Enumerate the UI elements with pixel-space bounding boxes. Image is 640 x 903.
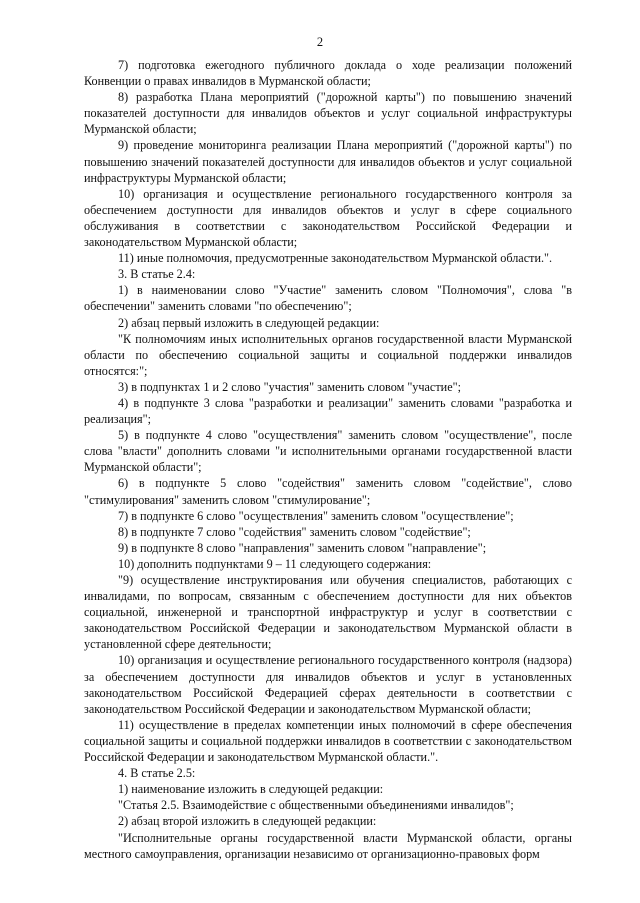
paragraph-item-10: 10) организация и осуществление регионального государственного контроля за обеспечением доступности для инвалидов объектов и услуг в сфере социального обслуживания в соответствии с законодательством Российской Федерации и законодательством Мурманской области; xyxy=(84,186,572,250)
section-heading-article-2-4: 3. В статье 2.4: xyxy=(118,267,196,282)
new-subitem-10: 10) организация и осуществление регионального государственного контроля (надзора) за обеспечением доступности для инвалидов объектов и услуг в установленных законодательством Российской Федерацией сферах деятельности в соответствии с законодательством Российской Федерации и законодательством Мурманской области; xyxy=(84,653,572,716)
amendment-4: 4) в подпункте 3 слова "разработки и реализации" заменить словами "разработка и реализация"; xyxy=(84,395,572,427)
quoted-paragraph-start: "Исполнительные органы государственной власти Мурманской области, органы местного самоуправления, организации независимо от организационно-правовых форм xyxy=(84,830,572,861)
amendment-2-5-1: 1) наименование изложить в следующей редакции: xyxy=(118,782,384,797)
amendment-7: 7) в подпункте 6 слово "осуществления" заменить словом "осуществление"; xyxy=(118,508,514,523)
page-number: 2 xyxy=(316,35,324,49)
document-body xyxy=(84,57,572,862)
amendment-1: 1) в наименовании слово "Участие" заменить словом "Полномочия", слова "в обеспечении" заменить словами "по обеспечению"; xyxy=(84,283,572,314)
amendment-10: 10) дополнить подпунктами 9 – 11 следующего содержания: xyxy=(118,556,432,571)
amendment-9: 9) в подпункте 8 слово "направления" заменить словом "направление"; xyxy=(118,540,487,555)
amendment-2-5-2: 2) абзац второй изложить в следующей редакции: xyxy=(118,814,377,829)
amendment-6: 6) в подпункте 5 слово "содействия" заменить словом "содействие", слово "стимулирования" заменить словом "стимулирование"; xyxy=(84,476,572,507)
quoted-new-text: "К полномочиям иных исполнительных органов государственной власти Мурманской области по обеспечению социальной защиты и социальной поддержки инвалидов относятся:"; xyxy=(84,331,572,378)
paragraph-item-11: 11) иные полномочия, предусмотренные законодательством Мурманской области.". xyxy=(118,251,553,266)
new-subitem-9: "9) осуществление инструктирования или обучения специалистов, работающих с инвалидами, по вопросам, связанным с обеспечением доступности для них объектов социальной, инженерной и транспортной инфраструктур и услуг в соответствии с законодательством Российской Федерации и законодательством Мурманской области в установленной сфере деятельности; xyxy=(84,573,572,652)
section-heading-article-2-5: 4. В статье 2.5: xyxy=(118,766,196,781)
new-subitem-11: 11) осуществление в пределах компетенции иных полномочий в сфере обеспечения социальной защиты и социальной поддержки инвалидов в соответствии с законодательством Российской Федерации и законодательством Мурманской области.". xyxy=(84,717,572,765)
amendment-2: 2) абзац первый изложить в следующей редакции: xyxy=(118,315,380,330)
article-2-5-title: "Статья 2.5. Взаимодействие с общественными объединениями инвалидов"; xyxy=(118,798,514,813)
amendment-5: 5) в подпункте 4 слово "осуществления" заменить словом "осуществление", после слова "власти" дополнить словами "и исполнительными органами государственной власти Мурманской области"; xyxy=(84,428,572,475)
amendment-3: 3) в подпунктах 1 и 2 слово "участия" заменить словом "участие"; xyxy=(118,379,461,394)
paragraph-item-7: 7) подготовка ежегодного публичного доклада о ходе реализации положений Конвенции о правах инвалидов в Мурманской области; xyxy=(84,58,572,89)
amendment-8: 8) в подпункте 7 слово "содействия" заменить словом "содействие"; xyxy=(118,524,471,539)
paragraph-item-8: 8) разработка Плана мероприятий ("дорожной карты") по повышению значений показателей доступности для инвалидов объектов и услуг социальной инфраструктуры Мурманской области; xyxy=(84,90,572,137)
paragraph-item-9: 9) проведение мониторинга реализации Плана мероприятий ("дорожной карты") по повышению значений показателей доступности для инвалидов объектов и услуг социальной инфраструктуры Мурманской области; xyxy=(84,138,572,185)
